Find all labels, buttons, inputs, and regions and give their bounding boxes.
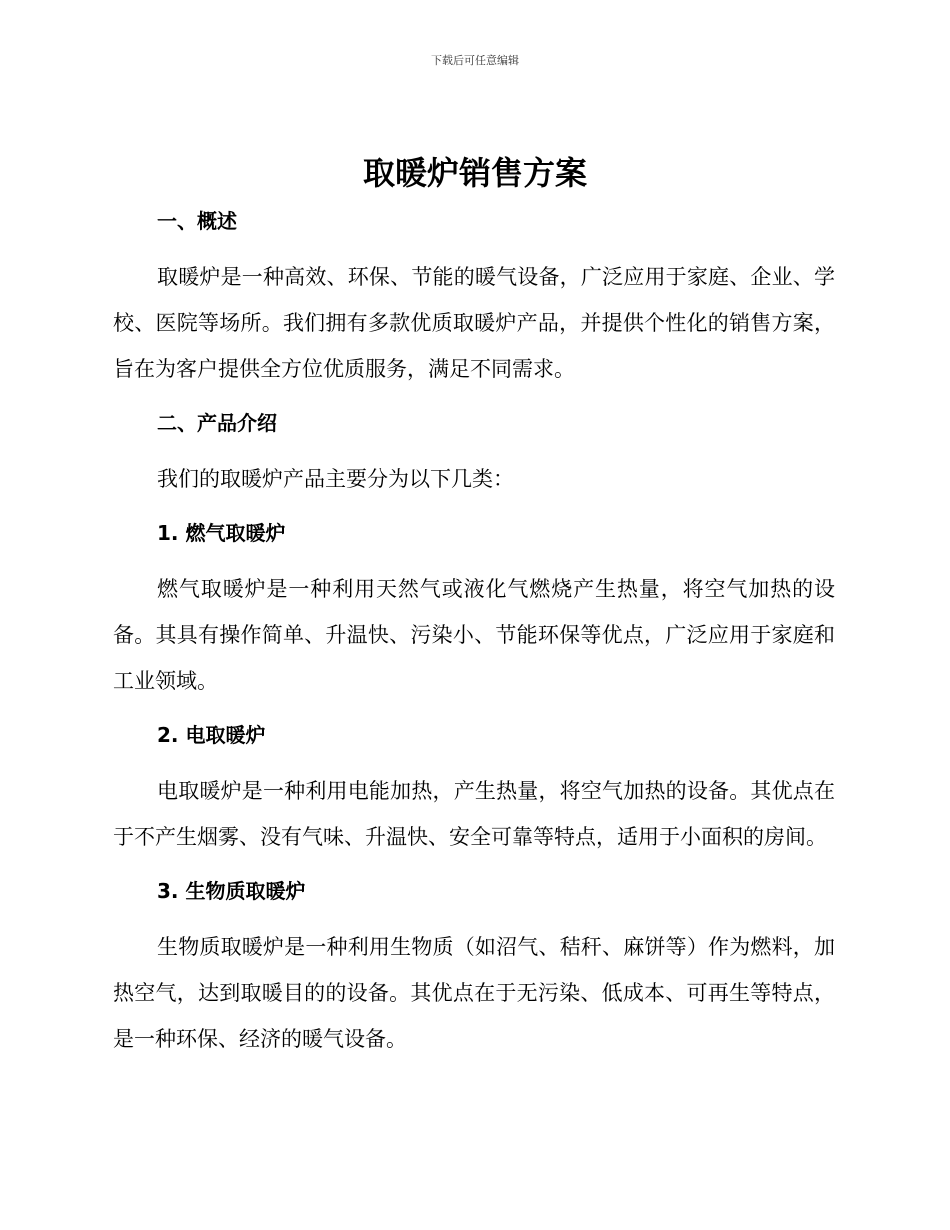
biomass-heater-paragraph: 生物质取暖炉是一种利用生物质（如沼气、秸秆、麻饼等）作为燃料，加热空气，达到取暖目的的设备。其优点在于无污染、低成本、可再生等特点，是一种环保、经济的暖气设备。 bbox=[113, 935, 835, 1051]
header-note: 下载后可任意编辑 bbox=[431, 54, 519, 67]
subheading-biomass-heater: 3. 生物质取暖炉 bbox=[157, 879, 306, 903]
document-body bbox=[113, 196, 835, 1062]
gas-heater-paragraph: 燃气取暖炉是一种利用天然气或液化气燃烧产生热量，将空气加热的设备。其具有操作简单、升温快、污染小、节能环保等优点，广泛应用于家庭和工业领域。 bbox=[113, 577, 835, 693]
document-title: 取暖炉销售方案 bbox=[362, 154, 587, 192]
subheading-gas-heater: 1. 燃气取暖炉 bbox=[157, 521, 286, 545]
section-heading-products: 二、产品介绍 bbox=[157, 411, 277, 435]
overview-paragraph: 取暖炉是一种高效、环保、节能的暖气设备，广泛应用于家庭、企业、学校、医院等场所。我们拥有多款优质取暖炉产品，并提供个性化的销售方案，旨在为客户提供全方位优质服务，满足不同需求。 bbox=[113, 265, 835, 381]
electric-heater-paragraph: 电取暖炉是一种利用电能加热，产生热量，将空气加热的设备。其优点在于不产生烟雾、没有气味、升温快、安全可靠等特点，适用于小面积的房间。 bbox=[113, 779, 835, 849]
products-intro-paragraph: 我们的取暖炉产品主要分为以下几类： bbox=[157, 467, 514, 491]
subheading-electric-heater: 2. 电取暖炉 bbox=[157, 723, 266, 747]
section-heading-overview: 一、概述 bbox=[157, 209, 237, 233]
